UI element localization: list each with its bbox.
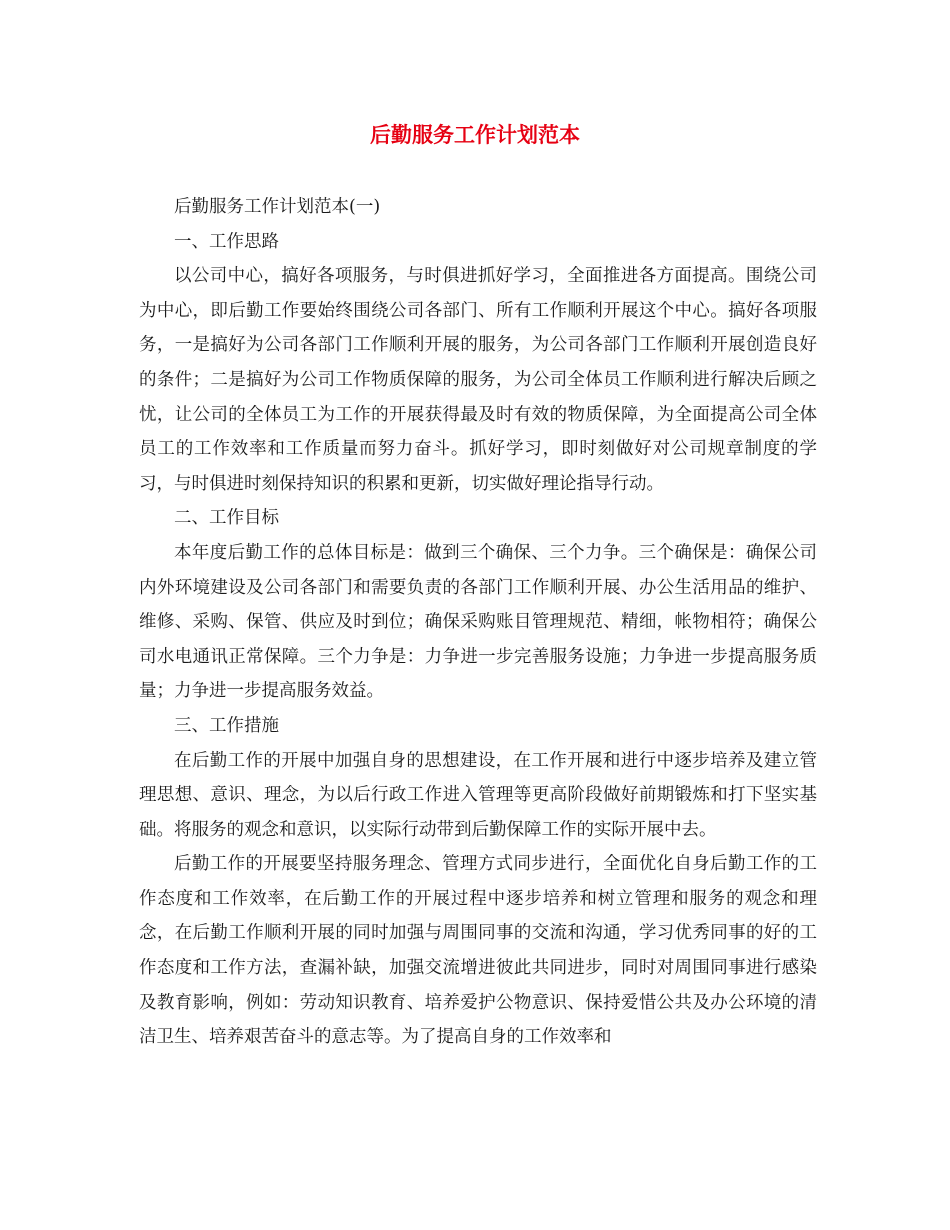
document-body <box>139 190 817 1055</box>
section-heading: 一、工作思路 <box>174 231 279 252</box>
body-paragraph: 本年度后勤工作的总体目标是：做到三个确保、三个力争。三个确保是：确保公司内外环境建设及公司各部门和需要负责的各部门工作顺利开展、办公生活用品的维护、维修、采购、保管、供应及时到位；确保采购账目管理规范、精细，帐物相符；确保公司水电通讯正常保障。三个力争是：力争进一步完善服务设施；力争进一步提高服务质量；力争进一步提高服务效益。 <box>139 542 817 702</box>
section-heading: 二、工作目标 <box>174 508 279 529</box>
document-title: 后勤服务工作计划范本 <box>370 122 580 147</box>
body-paragraph: 在后勤工作的开展中加强自身的思想建设，在工作开展和进行中逐步培养及建立管理思想、意识、理念，为以后行政工作进入管理等更高阶段做好前期锻炼和打下坚实基础。将服务的观念和意识，以实际行动带到后勤保障工作的实际开展中去。 <box>139 750 817 840</box>
body-paragraph: 后勤工作的开展要坚持服务理念、管理方式同步进行，全面优化自身后勤工作的工作态度和工作效率，在后勤工作的开展过程中逐步培养和树立管理和服务的观念和理念，在后勤工作顺利开展的同时加强与周围同事的交流和沟通，学习优秀同事的好的工作态度和工作方法，查漏补缺，加强交流增进彼此共同进步，同时对周围同事进行感染及教育影响，例如：劳动知识教育、培养爱护公物意识、保持爱惜公共及办公环境的清洁卫生、培养艰苦奋斗的意志等。为了提高自身的工作效率和 <box>139 854 817 1048</box>
section-heading: 三、工作措施 <box>174 715 279 736</box>
subtitle-paragraph: 后勤服务工作计划范本(一) <box>174 197 381 217</box>
body-paragraph: 以公司中心，搞好各项服务，与时俱进抓好学习，全面推进各方面提高。围绕公司为中心，即后勤工作要始终围绕公司各部门、所有工作顺利开展这个中心。搞好各项服务，一是搞好为公司各部门工作顺利开展的服务，为公司各部门工作顺利开展创造良好的条件；二是搞好为公司工作物质保障的服务，为公司全体员工作顺利进行解决后顾之忧，让公司的全体员工为工作的开展获得最及时有效的物质保障，为全面提高公司全体员工的工作效率和工作质量而努力奋斗。抓好学习，即时刻做好对公司规章制度的学习，与时俱进时刻保持知识的积累和更新，切实做好理论指导行动。 <box>139 266 817 494</box>
